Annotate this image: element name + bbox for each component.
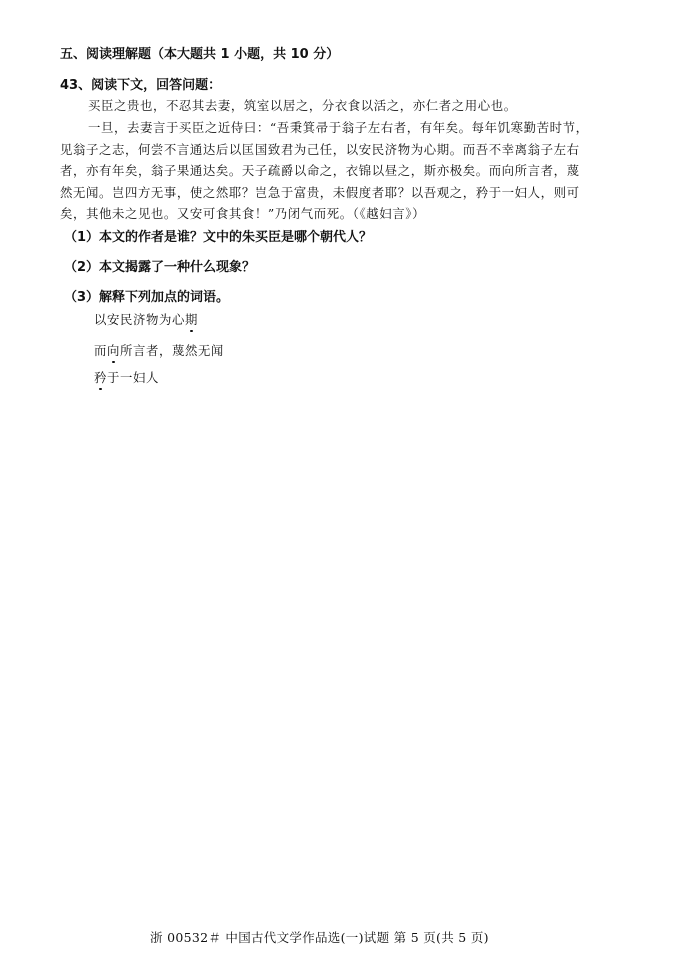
sub-question-1: （1）本文的作者是谁？文中的朱买臣是哪个朝代人？	[64, 230, 373, 245]
term-item-2-after: 所言者，蔑然无闻	[120, 343, 224, 358]
section-title: 五、阅读理解题（本大题共 1 小题，共 10 分）	[60, 47, 340, 62]
sub-question-2: （2）本文揭露了一种什么现象？	[64, 260, 256, 275]
term-item-2-dotted-word: 向	[107, 343, 120, 358]
passage-line-6: 矣，其他未之见也。又安可食其食！”乃闭气而死。（《越妇言》）	[60, 206, 426, 221]
term-item-2	[94, 343, 224, 359]
passage-line-2: 一旦，去妻言于买臣之近侍曰：“吾秉箕帚于翁子左右者，有年矣。每年饥寒勤苦时节，	[88, 120, 589, 135]
passage-line-3: 见翁子之志，何尝不言通达后以匡国致君为己任，以安民济物为心期。而吾不幸离翁子左右	[60, 142, 580, 157]
passage-line-5: 然无闻。岂四方无事，使之然耶？岂急于富贵，未假度者耶？以吾观之，矜于一妇人，则可	[60, 185, 580, 200]
term-item-1-dotted-word: 期	[184, 312, 198, 327]
term-item-3-after: 于一妇人	[107, 370, 159, 385]
page-footer: 浙 00532＃ 中国古代文学作品选(一)试题 第 5 页(共 5 页)	[150, 930, 489, 945]
passage-line-4: 者，亦有年矣，翁子果通达矣。天子疏爵以命之，衣锦以昼之，斯亦极矣。而向所言者，蔑	[60, 163, 580, 178]
term-item-3-dotted-word: 矜	[94, 370, 107, 385]
passage-line-1: 买臣之贵也，不忍其去妻，筑室以居之，分衣食以活之，亦仁者之用心也。	[88, 98, 517, 113]
sub-question-3: （3）解释下列加点的词语。	[64, 290, 230, 305]
term-item-2-before: 而	[94, 343, 107, 358]
term-item-3	[94, 370, 159, 386]
term-item-1-before: 以安民济物为心	[94, 312, 185, 327]
question-prompt: 43、阅读下文，回答问题：	[60, 78, 222, 93]
term-item-1	[94, 312, 198, 328]
